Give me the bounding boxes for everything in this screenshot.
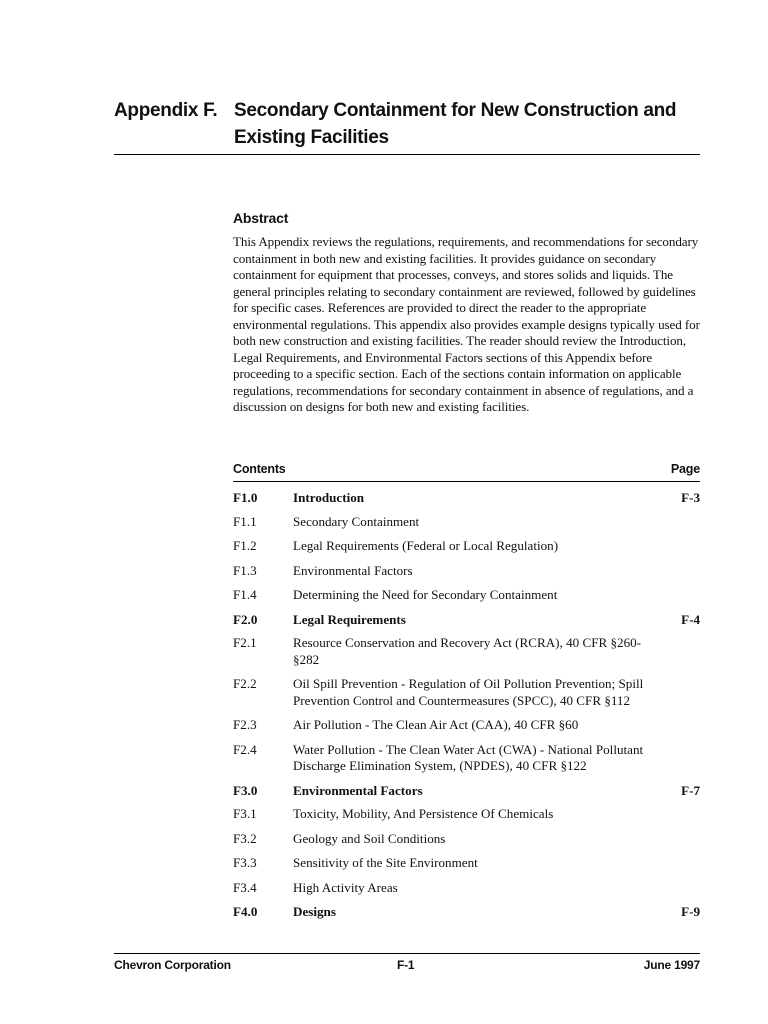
toc-entry bbox=[233, 538, 700, 555]
toc-entry-title: Air Pollution - The Clean Air Act (CAA), 40 CFR §60 bbox=[293, 717, 579, 732]
footer-rule bbox=[114, 953, 700, 954]
toc-entry-page bbox=[650, 514, 700, 531]
toc-entry-title: Environmental Factors bbox=[293, 562, 413, 578]
toc-entry bbox=[233, 783, 700, 800]
toc-entry-number: F1.4 bbox=[233, 587, 257, 602]
toc-entry-page bbox=[650, 587, 700, 604]
toc-entry-page bbox=[650, 563, 700, 580]
toc-entry-page bbox=[650, 831, 700, 848]
toc-entry-page: F-4 bbox=[681, 611, 700, 627]
toc-entry-page: F-9 bbox=[681, 904, 700, 919]
toc-entry-number: F1.3 bbox=[233, 562, 257, 578]
toc-entry-number: F3.1 bbox=[233, 806, 257, 821]
toc-entry-title: Oil Spill Prevention - Regulation of Oil Pollution Prevention; Spill Prevention Control and Countermeasures (SPCC), 40 CFR §112 bbox=[293, 676, 644, 708]
toc-entry-number: F1.1 bbox=[233, 513, 257, 529]
toc-entry-number: F1.2 bbox=[233, 538, 257, 553]
toc-entry-number: F2.1 bbox=[233, 635, 257, 650]
toc-entry-title: Introduction bbox=[293, 490, 365, 505]
toc-entry-number: F3.3 bbox=[233, 855, 257, 870]
toc-entry bbox=[233, 587, 700, 604]
footer-page-number: F-1 bbox=[397, 958, 415, 972]
toc-entry-title: Legal Requirements bbox=[293, 611, 406, 627]
toc-entry-number: F2.2 bbox=[233, 676, 257, 691]
toc-entry-page: F-3 bbox=[681, 490, 700, 505]
toc-entry-page bbox=[650, 880, 700, 897]
toc-entry-number: F1.0 bbox=[233, 490, 258, 505]
footer-date: June 1997 bbox=[643, 958, 700, 972]
toc-entry-title: Water Pollution - The Clean Water Act (CWA) - National Pollutant Discharge Elimination System, (NPDES), 40 CFR §122 bbox=[293, 741, 644, 773]
toc-entry bbox=[233, 676, 700, 709]
toc-entry-title: Resource Conservation and Recovery Act (RCRA), 40 CFR §260-§282 bbox=[293, 635, 642, 667]
toc-entry-page bbox=[650, 538, 700, 555]
table-of-contents bbox=[233, 490, 700, 928]
toc-entry bbox=[233, 806, 700, 823]
toc-entry-page: F-7 bbox=[681, 782, 700, 798]
toc-entry-title: Sensitivity of the Site Environment bbox=[293, 855, 478, 870]
toc-entry bbox=[233, 717, 700, 734]
toc-entry-title: Determining the Need for Secondary Containment bbox=[293, 587, 558, 602]
toc-entry bbox=[233, 880, 700, 897]
toc-entry-page bbox=[650, 855, 700, 872]
toc-entry bbox=[233, 490, 700, 507]
toc-entry bbox=[233, 612, 700, 629]
toc-entry bbox=[233, 904, 700, 921]
toc-entry-number: F3.0 bbox=[233, 782, 258, 798]
page-title: Secondary Containment for New Construction and Existing Facilities bbox=[234, 100, 677, 148]
toc-entry-title: Secondary Containment bbox=[293, 513, 420, 529]
toc-entry-title: Environmental Factors bbox=[293, 782, 423, 798]
contents-heading: Contents bbox=[233, 462, 286, 476]
toc-entry bbox=[233, 563, 700, 580]
footer-company: Chevron Corporation bbox=[114, 958, 231, 972]
toc-entry-number: F2.3 bbox=[233, 717, 257, 732]
toc-entry-number: F2.0 bbox=[233, 611, 258, 627]
toc-entry-title: Toxicity, Mobility, And Persistence Of Chemicals bbox=[293, 806, 554, 821]
toc-entry-title: High Activity Areas bbox=[293, 879, 398, 895]
toc-entry-page bbox=[650, 676, 700, 709]
toc-entry-title: Legal Requirements (Federal or Local Regulation) bbox=[293, 538, 559, 553]
header-rule bbox=[114, 154, 700, 155]
toc-entry bbox=[233, 742, 700, 775]
toc-entry-number: F4.0 bbox=[233, 904, 258, 919]
abstract-body: This Appendix reviews the regulations, requirements, and recommendations for secondary containment in both new and existing facilities. It provides guidance on secondary containment for equipment that processes, conveys, and stores solids and liquids. The general principles relating to secondary containment are reviewed, followed by guidelines for specific cases. References are provided to direct the reader to the appropriate environmental regulations. This appendix also provides example designs typically used for both new construction and existing facilities. The reader should review the Introduction, Legal Requirements, and Environmental Factors sections of this Appendix before proceeding to a specific section. Each of the sections contain information on applicable regulations, recommendations for secondary containment in absence of regulations, and a discussion on designs for both new and existing facilities. bbox=[233, 234, 700, 414]
toc-entry-page bbox=[650, 742, 700, 775]
abstract-heading: Abstract bbox=[233, 210, 289, 226]
toc-entry-page bbox=[650, 806, 700, 823]
toc-entry-number: F3.2 bbox=[233, 830, 257, 846]
toc-entry-number: F3.4 bbox=[233, 879, 257, 895]
page-column-heading: Page bbox=[670, 462, 700, 476]
appendix-label: Appendix F. bbox=[114, 100, 218, 121]
contents-rule bbox=[233, 481, 700, 482]
toc-entry bbox=[233, 855, 700, 872]
toc-entry bbox=[233, 831, 700, 848]
toc-entry-number: F2.4 bbox=[233, 741, 257, 757]
toc-entry bbox=[233, 635, 700, 668]
toc-entry-page bbox=[650, 635, 700, 668]
toc-entry-title: Designs bbox=[293, 904, 336, 919]
toc-entry-page bbox=[650, 717, 700, 734]
toc-entry-title: Geology and Soil Conditions bbox=[293, 830, 446, 846]
toc-entry bbox=[233, 514, 700, 531]
